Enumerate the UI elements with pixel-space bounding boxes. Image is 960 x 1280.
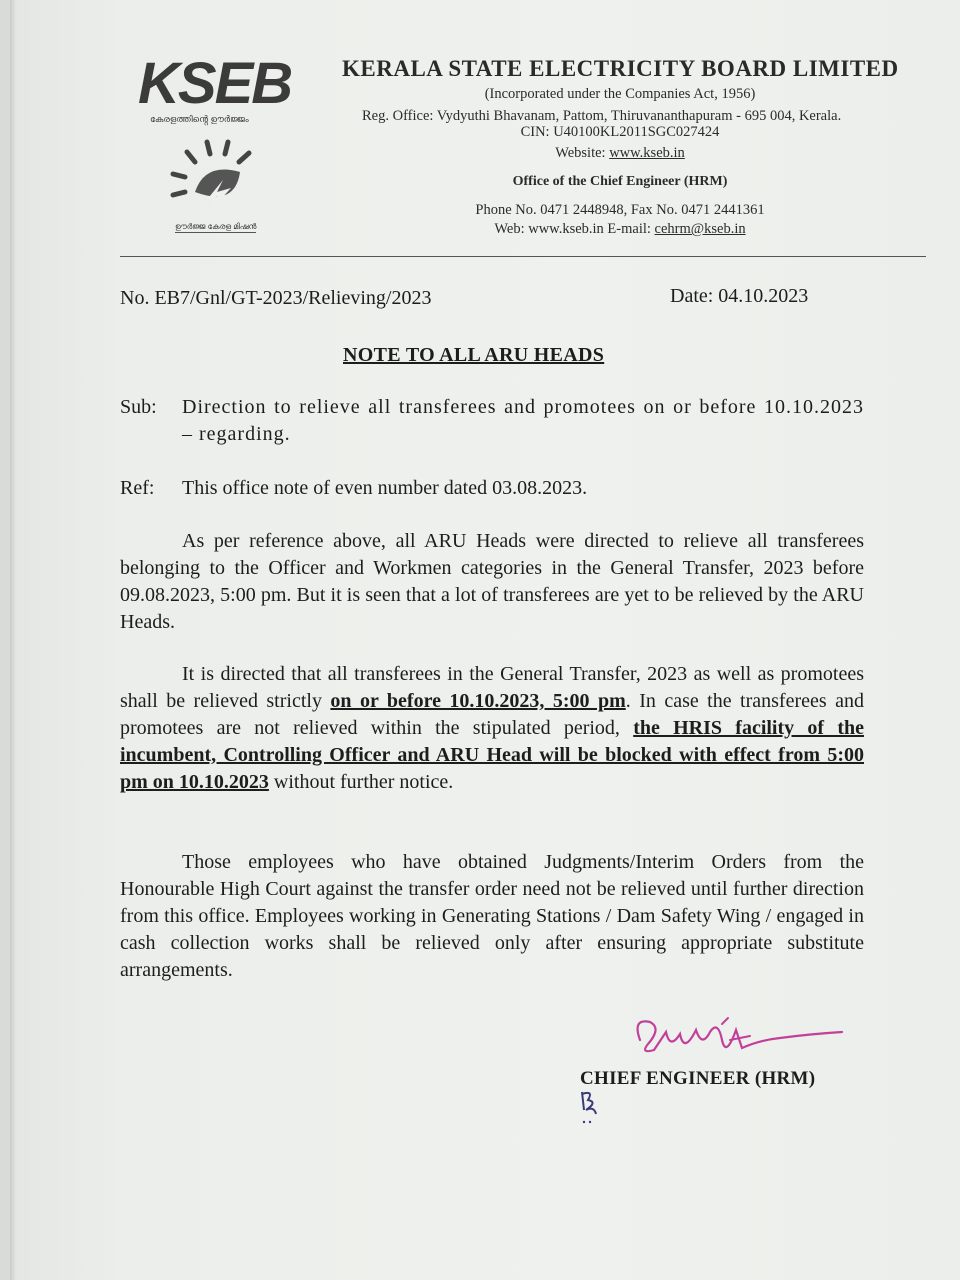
incorporation-line: (Incorporated under the Companies Act, 1956) [484, 86, 756, 102]
header-divider [120, 256, 926, 257]
email-link[interactable]: cehrm@kseb.in [654, 221, 746, 237]
note-title: NOTE TO ALL ARU HEADS [343, 344, 605, 366]
reference-block [120, 475, 864, 502]
kseb-logo [130, 52, 310, 242]
blocking-emphasis: the HRIS facility of the incumbent, Controlling Officer and ARU Head will be blocked with effect from 5:00 pm on 10.10.2023 [120, 717, 864, 793]
logo-tagline: കേരളത്തിൻ്റെ ഊർജ്ജം [150, 114, 249, 124]
subject-block [120, 394, 864, 448]
cin-line: CIN: U40100KL2011SGC027424 [520, 124, 720, 140]
paragraph-3: Those employees who have obtained Judgments/Interim Orders from the Honourable High Court against the transfer order need not be relieved until further direction from this office. Employees working in Generating Stations / Dam Safety Wing / engaged in cash collection works shall be relieved only after ensuring appropriate substitute arrangements. [120, 851, 864, 981]
logo-wordmark: KSEB [138, 51, 292, 116]
office-line: Office of the Chief Engineer (HRM) [512, 174, 728, 189]
signatory-title: CHIEF ENGINEER (HRM) [580, 1068, 816, 1089]
para2-part3: without further notice. [268, 771, 454, 793]
paragraph-2 [120, 661, 864, 796]
deadline-emphasis: on or before 10.10.2023, 5:00 pm [330, 690, 626, 712]
para2-part1: It is directed that all transferees in the General Transfer, 2023 as well as promotees shall be relieved strictly [120, 663, 864, 712]
email-line [320, 221, 920, 238]
reference-number: No. EB7/Gnl/GT-2023/Relieving/2023 [120, 287, 432, 309]
phone-line: Phone No. 0471 2448948, Fax No. 0471 2441361 [475, 202, 765, 218]
subject-text: Direction to relieve all transferees and promotees on or before 10.10.2023 – regarding. [182, 396, 864, 445]
paragraph-1: As per reference above, all ARU Heads were directed to relieve all transferees belonging to the Officer and Workmen categories in the General Transfer, 2023 before 09.08.2023, 5:00 pm. But it is seen that a lot of transferees are yet to be relieved by the ARU Heads. [120, 530, 864, 633]
document-date: Date: 04.10.2023 [670, 285, 809, 307]
reference-label: Ref: [120, 477, 155, 499]
org-name: KERALA STATE ELECTRICITY BOARD LIMITED [342, 56, 899, 81]
reference-text: This office note of even number dated 03.08.2023. [182, 477, 588, 499]
reg-office-line: Reg. Office: Vydyuthi Bhavanam, Pattom, Thiruvananthapuram - 695 004, Kerala. [362, 108, 842, 124]
handwritten-initial-icon [576, 1086, 606, 1126]
website-label: Website: [555, 145, 610, 161]
para2-part2: . In case the transferees and promotees are not relieved within the stipulated period, [120, 690, 864, 739]
web-email-label: Web: www.kseb.in E-mail: [494, 221, 655, 237]
handwritten-signature-icon [610, 1010, 850, 1070]
document-page [10, 0, 960, 1280]
subject-label: Sub: [120, 396, 157, 418]
website-link[interactable]: www.kseb.in [609, 145, 685, 161]
website-line [320, 145, 920, 162]
signature-block [580, 1010, 880, 1100]
logo-caption: ഊർജ്ജ കേരള മിഷൻ [175, 222, 257, 231]
